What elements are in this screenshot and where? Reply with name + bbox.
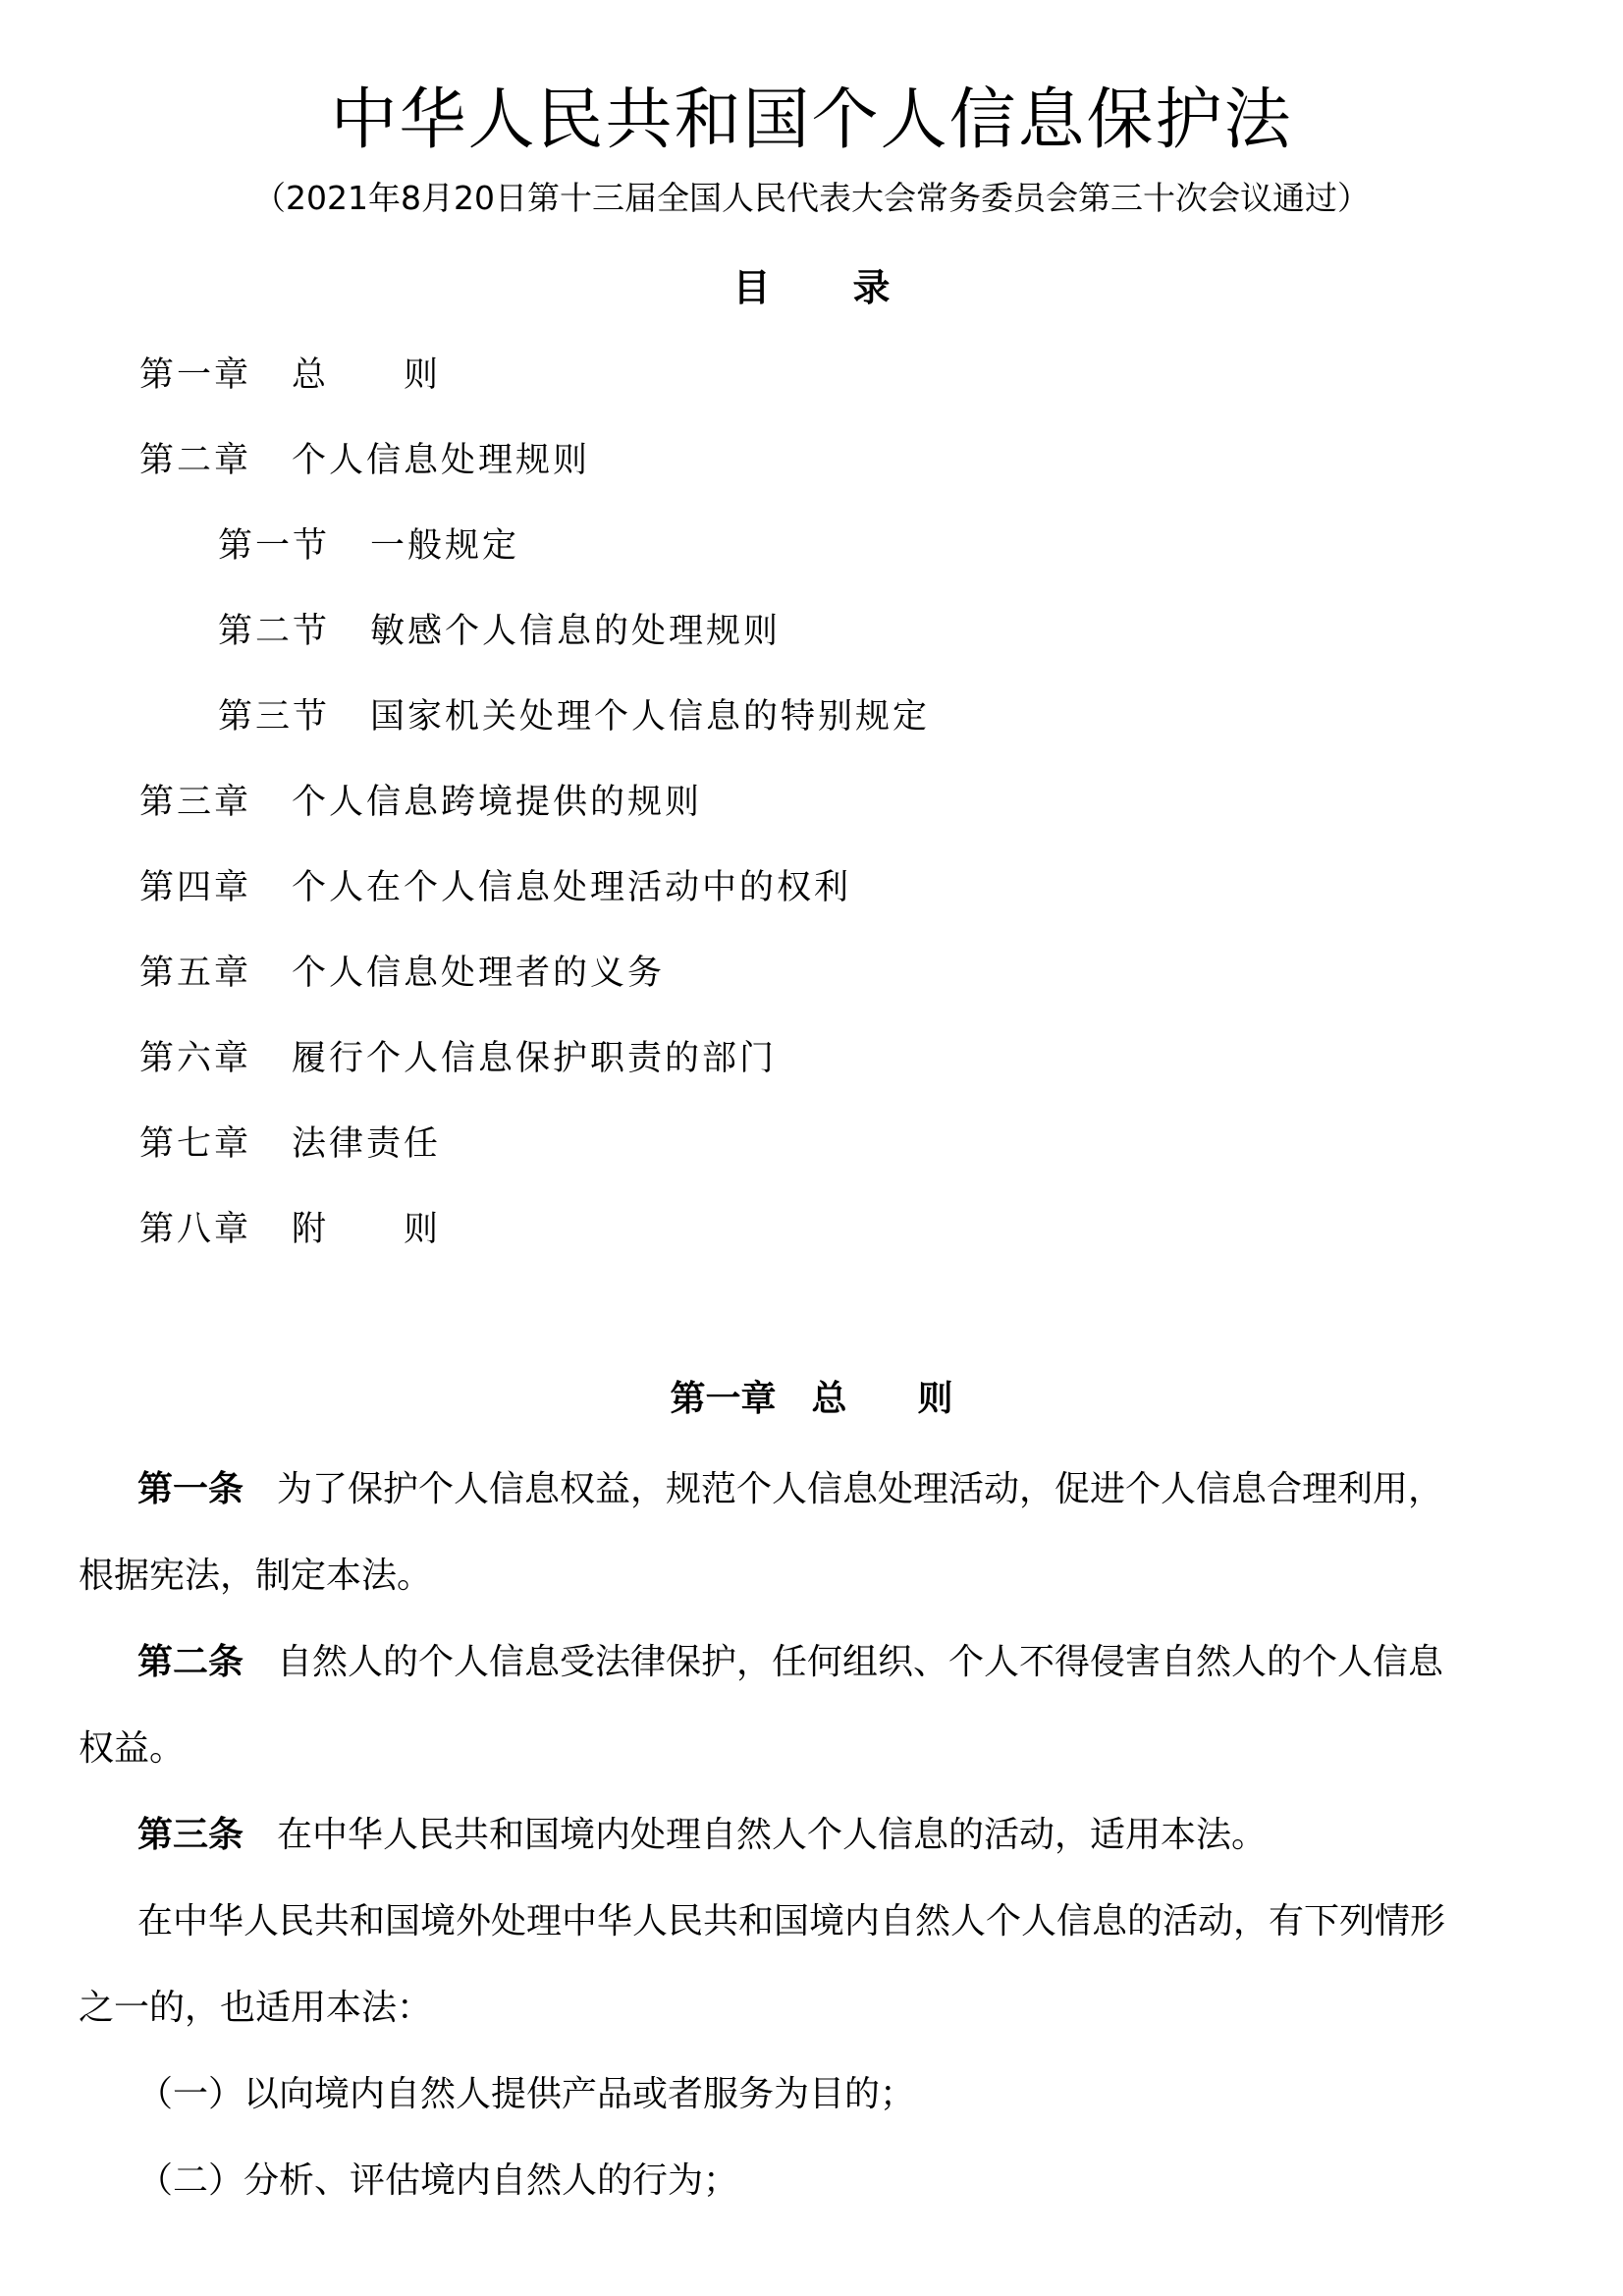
toc-entry: [218, 524, 519, 568]
article-line: [79, 1552, 1551, 1601]
toc-entry-number: 第五章: [139, 954, 252, 993]
toc-entry-number: 第八章: [139, 1210, 252, 1249]
toc-entry-number: 第二章: [139, 441, 252, 480]
toc-entry-name: 法律责任: [292, 1124, 442, 1164]
article-label: 第三条: [137, 1815, 244, 1855]
article-line: [79, 1724, 1551, 1774]
chapter-heading: 第一章 总 则: [670, 1379, 953, 1419]
article-text: 为了保护个人信息权益，规范个人信息处理活动，促进个人信息合理利用，: [277, 1469, 1444, 1509]
toc-entry-name: 个人在个人信息处理活动中的权利: [292, 868, 852, 907]
toc-entry-name: 敏感个人信息的处理规则: [370, 612, 782, 651]
article-text: （二）分析、评估境内自然人的行为；: [137, 2160, 739, 2201]
article-label: 第一条: [137, 1469, 244, 1509]
toc-entry-name: 个人信息处理者的义务: [292, 954, 666, 993]
toc-entry: [139, 1037, 777, 1080]
page-subtitle: （2021年8月20日第十三届全国人民代表大会常务委员会第三十次会议通过）: [253, 179, 1370, 217]
toc-heading: [0, 263, 1623, 312]
article-text: 根据宪法，制定本法。: [79, 1556, 433, 1596]
toc-entry-name: 个人信息跨境提供的规则: [292, 783, 703, 822]
article-text: 之一的，也适用本法：: [79, 1988, 433, 2028]
article-text: 自然人的个人信息受法律保护，任何组织、个人不得侵害自然人的个人信息: [277, 1642, 1444, 1682]
article-line: [79, 1984, 1551, 2033]
article-line: [137, 1897, 1610, 1946]
toc-entry: [139, 354, 441, 397]
article-list-item: [137, 2070, 1610, 2119]
toc-entry: [218, 695, 930, 738]
article-label: 第二条: [137, 1642, 244, 1682]
article-line: [137, 1638, 1610, 1687]
toc-entry: [139, 1208, 441, 1251]
article-list-item: [137, 2157, 1610, 2206]
toc-entry: [139, 781, 702, 824]
article-text: （一）以向境内自然人提供产品或者服务为目的；: [137, 2074, 916, 2114]
toc-entry: [139, 1122, 441, 1166]
article-text: 在中华人民共和国境内处理自然人个人信息的活动，适用本法。: [277, 1815, 1268, 1855]
toc-entry-name: 个人信息处理规则: [292, 441, 591, 480]
article-text: 在中华人民共和国境外处理中华人民共和国境内自然人个人信息的活动，有下列情形: [137, 1901, 1446, 1941]
toc-entry-number: 第二节: [218, 612, 331, 651]
toc-entry-name: 附 则: [292, 1210, 442, 1249]
toc-entry-number: 第七章: [139, 1124, 252, 1164]
page-title: 中华人民共和国个人信息保护法: [330, 82, 1293, 159]
toc-entry-name: 国家机关处理个人信息的特别规定: [370, 697, 931, 737]
toc-entry-name: 履行个人信息保护职责的部门: [292, 1039, 778, 1078]
article-line: [137, 1465, 1610, 1514]
toc-heading-right: 录: [852, 266, 891, 309]
toc-entry: [218, 610, 781, 653]
article-line: [137, 1811, 1610, 1860]
toc-entry-number: 第一章: [139, 355, 252, 395]
toc-entry: [139, 866, 851, 909]
toc-entry-number: 第三节: [218, 697, 331, 737]
toc-entry-name: 一般规定: [370, 526, 520, 566]
article-text: 权益。: [79, 1728, 186, 1769]
toc-heading-left: 目: [732, 266, 771, 309]
toc-entry-number: 第六章: [139, 1039, 252, 1078]
toc-entry-number: 第三章: [139, 783, 252, 822]
toc-entry: [139, 439, 590, 482]
toc-entry: [139, 952, 665, 995]
toc-entry-number: 第一节: [218, 526, 331, 566]
toc-entry-name: 总 则: [292, 355, 442, 395]
toc-entry-number: 第四章: [139, 868, 252, 907]
